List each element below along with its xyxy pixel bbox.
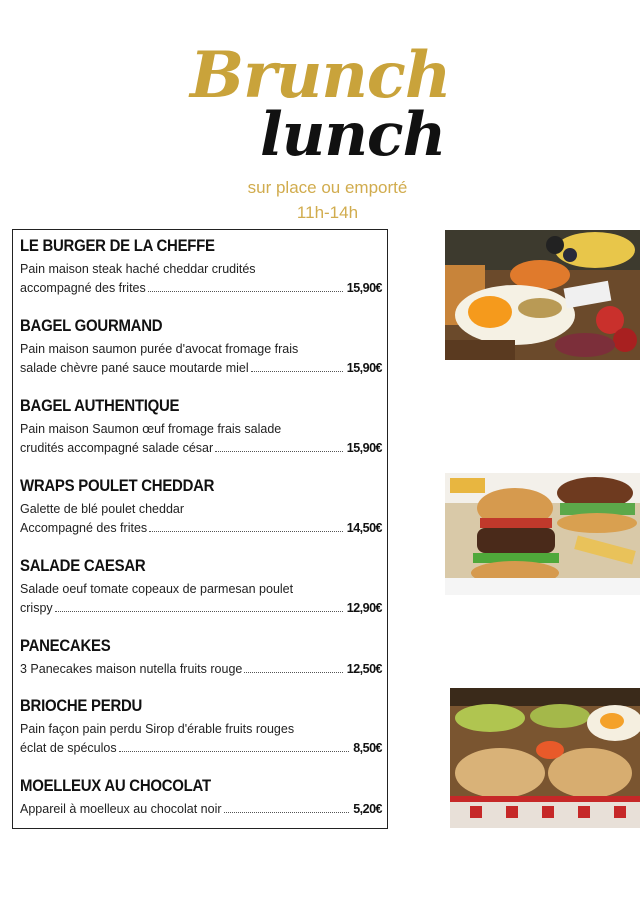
dot-leader [244, 671, 342, 673]
menu-item [20, 636, 382, 679]
menu-item-name: BAGEL GOURMAND [20, 316, 163, 335]
dot-leader [55, 610, 343, 612]
logo-brunch-text: Brunch [190, 38, 451, 113]
menu-item-name: PANECAKES [20, 636, 111, 655]
menu-item-price: 14,50€ [346, 521, 382, 535]
menu-item-description [20, 660, 382, 679]
menu-item-name: SALADE CAESAR [20, 556, 146, 575]
menu-item-desc-line: éclat de spéculos [20, 741, 117, 755]
menu-item-desc-line: Appareil à moelleux au chocolat noir [20, 802, 222, 816]
menu-item [20, 236, 382, 298]
menu-item-description [20, 260, 382, 298]
menu-item-desc-line: Accompagné des frites [20, 521, 148, 535]
menu-item-name: LE BURGER DE LA CHEFFE [20, 236, 215, 255]
menu-item-desc-line: accompagné des frites [20, 281, 146, 295]
menu-item-price: 5,20€ [353, 802, 382, 816]
menu-item-name: MOELLEUX AU CHOCOLAT [20, 776, 211, 795]
menu-item-desc-line: Galette de blé poulet cheddar [20, 502, 185, 516]
menu-list [12, 229, 388, 829]
menu-item-price: 15,90€ [346, 281, 382, 295]
dot-leader [251, 370, 343, 372]
menu-item-price: 15,90€ [346, 361, 382, 375]
menu-item-description [20, 420, 382, 458]
burgers-photo [445, 473, 640, 595]
dot-leader [119, 750, 350, 752]
opening-hours: 11h-14h [296, 203, 359, 222]
bagels-photo [450, 688, 640, 828]
brunch-lunch-logo [190, 38, 451, 190]
menu-item-desc-line: Pain maison Saumon œuf fromage frais salade [20, 422, 282, 436]
menu-item [20, 396, 382, 458]
menu-item-price: 15,90€ [346, 441, 382, 455]
menu-item-desc-line: Salade oeuf tomate copeaux de parmesan poulet [20, 582, 294, 596]
menu-item-desc-line: Pain maison steak haché cheddar crudités [20, 262, 256, 276]
menu-item-description [20, 580, 382, 618]
dot-leader [149, 530, 343, 532]
menu-item-description [20, 720, 382, 758]
menu-item-description [20, 800, 382, 819]
menu-item-desc-line: crispy [20, 601, 53, 615]
brunch-platter-photo [445, 230, 640, 360]
menu-item-description [20, 500, 382, 538]
menu-item [20, 776, 382, 819]
dot-leader [224, 811, 350, 813]
menu-item-name: BRIOCHE PERDU [20, 696, 143, 715]
dot-leader [215, 450, 343, 452]
menu-item-name: BAGEL AUTHENTIQUE [20, 396, 180, 415]
menu-item [20, 556, 382, 618]
service-subtitle: sur place ou emporté [247, 178, 408, 197]
menu-item [20, 476, 382, 538]
menu-item-price: 12,50€ [346, 662, 382, 676]
menu-item-price: 12,90€ [346, 601, 382, 615]
logo-lunch-text: lunch [260, 100, 446, 170]
menu-item-price: 8,50€ [353, 741, 382, 755]
dot-leader [148, 290, 343, 292]
menu-item-name: WRAPS POULET CHEDDAR [20, 476, 215, 495]
menu-item [20, 316, 382, 378]
menu-item-desc-line: crudités accompagné salade césar [20, 441, 214, 455]
menu-item-desc-line: 3 Panecakes maison nutella fruits rouge [20, 662, 243, 676]
menu-item-desc-line: salade chèvre pané sauce moutarde miel [20, 361, 249, 375]
menu-item [20, 696, 382, 758]
menu-item-description [20, 340, 382, 378]
menu-item-desc-line: Pain façon pain perdu Sirop d'érable fruits rouges [20, 722, 295, 736]
menu-item-desc-line: Pain maison saumon purée d'avocat fromage frais [20, 342, 299, 356]
